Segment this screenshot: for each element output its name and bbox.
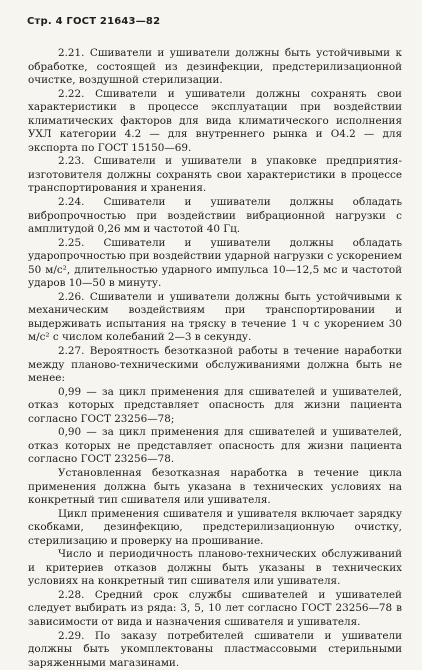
paragraph-2-23: 2.23. Сшиватели и ушиватели в упаковке предприятия-изготовителя должны сохранять свои характеристики в процессе транспортирования и хранения. [28, 155, 402, 195]
paragraph-2-24: 2.24. Сшиватели и ушиватели должны обладать вибропрочностью при воздействии вибрационной нагрузки с амплитудой 0,26 мм и частотой 40 Гц. [28, 196, 402, 236]
paragraph-2-27-note-2: Цикл применения сшивателя и ушивателя включает зарядку скобками, дезинфекцию, предстерилизационную очистку, стерилизацию и проверку на прошивание. [28, 507, 402, 547]
paragraph-2-27: 2.27. Вероятность безотказной работы в течение наработки между планово-техническими обслуживаниями должна быть не менее: [28, 345, 402, 385]
paragraph-2-22: 2.22. Сшиватели и ушиватели должны сохранять свои характеристики в процессе эксплуатации при воздействии климатических факторов для вида климатического исполнения УХЛ категории 4.2 — для внутреннего рынка и О4.2 — для экспорта по ГОСТ 15150—69. [28, 87, 402, 154]
paragraph-2-29: 2.29. По заказу потребителей сшиватели и ушиватели должны быть укомплектованы пластмассовыми стерильными заряженными магазинами. [28, 629, 402, 669]
page-header: Стр. 4 ГОСТ 21643—82 [27, 16, 161, 27]
paragraph-2-27-item-1: 0,99 — за цикл применения для сшивателей и ушивателей, отказ которых представляет опасность для жизни пациента согласно ГОСТ 23256—78; [28, 385, 402, 425]
document-body [28, 47, 402, 670]
paragraph-2-28: 2.28. Средний срок службы сшивателей и ушивателей следует выбирать из ряда: 3, 5, 10 лет согласно ГОСТ 23256—78 в зависимости от вида и назначения сшивателя и ушивателя. [28, 588, 402, 628]
paragraph-2-27-note-3: Число и периодичность планово-технических обслуживаний и критериев отказов должны быть указаны в технических условиях на конкретный тип сшивателя или ушивателя. [28, 548, 402, 588]
paragraph-2-21: 2.21. Сшиватели и ушиватели должны быть устойчивыми к обработке, состоящей из дезинфекции, предстерилизационной очистке, воздушной стерилизации. [28, 47, 402, 87]
paragraph-2-27-item-2: 0,90 — за цикл применения для сшивателей и ушивателей, отказ которых не представляет опасность для жизни пациента согласно ГОСТ 23256—78. [28, 426, 402, 466]
paragraph-2-27-note-1: Установленная безотказная наработка в течение цикла применения должна быть указана в технических условиях на конкретный тип сшивателя или ушивателя. [28, 466, 402, 507]
paragraph-2-26: 2.26. Сшиватели и ушиватели должны быть устойчивыми к механическим воздействиям при транспортировании и выдерживать испытания на тряску в течение 1 ч с укорением 30 м/с² с числом колебаний 2—3 в секунду. [28, 290, 402, 344]
paragraph-2-25: 2.25. Сшиватели и ушиватели должны обладать ударопрочностью при воздействии ударной нагрузки с ускорением 50 м/с², длительностью ударного импульса 10—12,5 мс и частотой ударов 10—50 в минуту. [28, 236, 402, 290]
